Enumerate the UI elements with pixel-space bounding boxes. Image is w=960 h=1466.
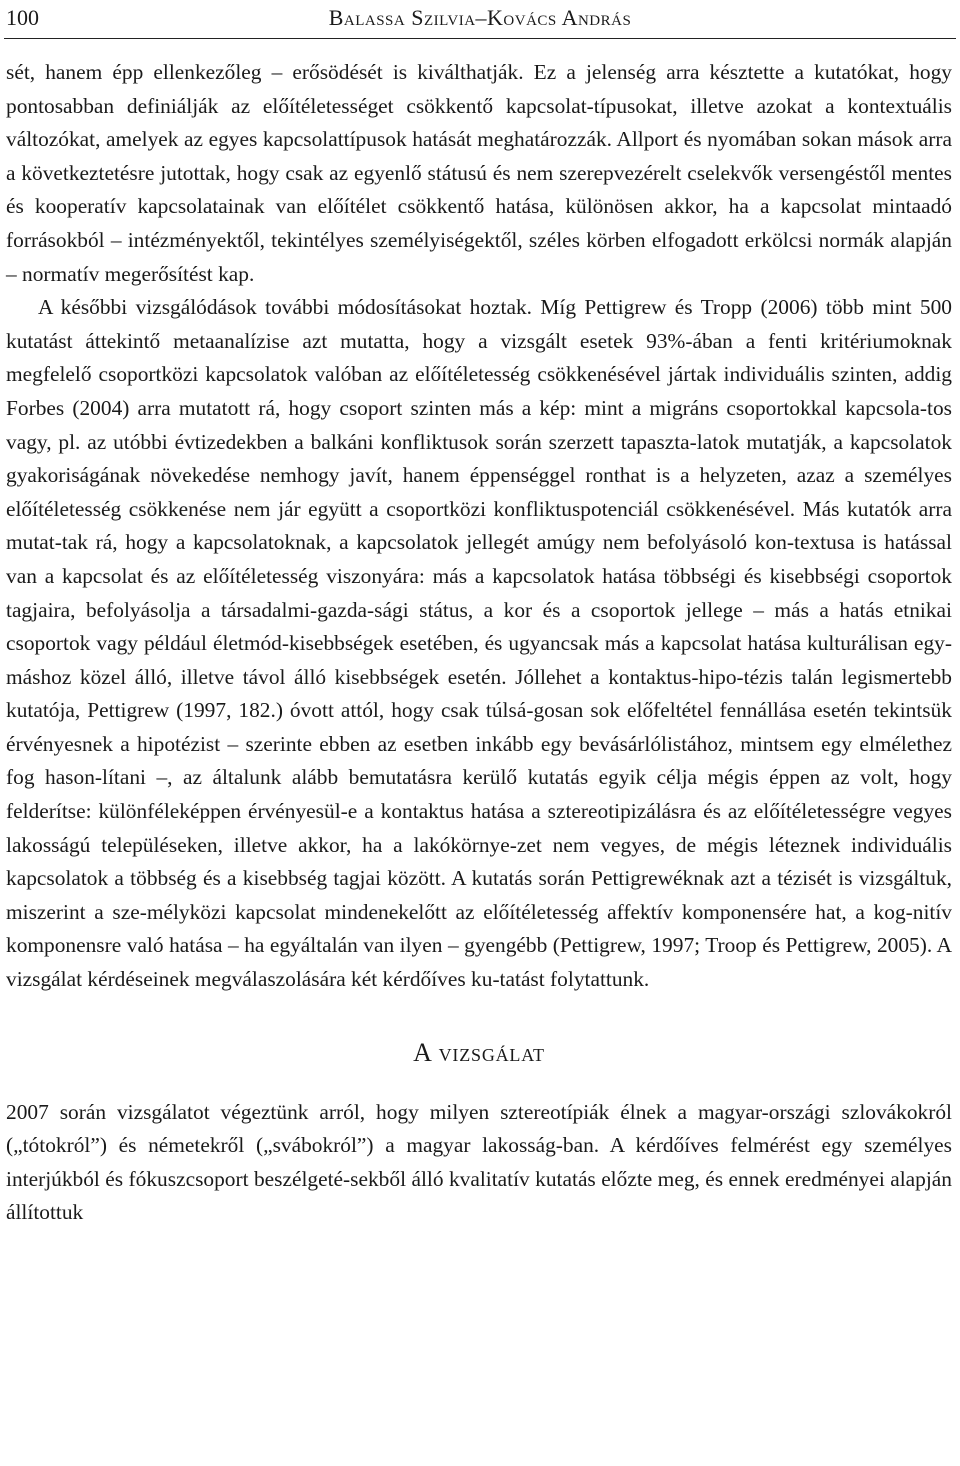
- paragraph: 2007 során vizsgálatot végeztünk arról, hogy milyen sztereotípiák élnek a magyar-országi szlovákokról („tótokról”) és németekről („svábokról”) a magyar lakosság-ban. A kérdőíves felmérést egy személyes interjúkból és fókuszcsoport beszélgeté-sekből álló kvalitatív kutatás előzte meg, és ennek eredményei alapján állítottuk: [6, 1099, 952, 1225]
- body-text: [6, 56, 952, 1230]
- paragraph: sét, hanem épp ellenkezőleg – erősödését is kiválthatják. Ez a jelenség arra késztette a kutatókat, hogy pontosabban definiálják az előítéletességet csökkentő kapcsolat-típusokat, illetve azokat a kontextuális változókat, amelyek az egyes kapcsolattípusok hatását meghatározzák. Allport és nyomában sokan mások arra a következtetésre jutottak, hogy csak az egyenlő státusú és nem szerepvezérelt cselekvők versengéstől mentes és kooperatív kapcsolatainak van előítélet csökkentő hatása, különösen akkor, ha a kapcsolat mintaadó forrásokból – intézményektől, tekintélyes személyiségektől, széles körben elfogadott erkölcsi normák alapján – normatív megerősítést kap.: [6, 60, 952, 286]
- section-heading: A vizsgálat: [413, 1037, 545, 1067]
- page-header: [6, 0, 954, 36]
- paragraph: A későbbi vizsgálódások további módosításokat hoztak. Míg Pettigrew és Tropp (2006) több mint 500 kutatást áttekintő metaanalízise azt mutatta, hogy a vizsgált esetek 93%-ában a fenti kritériumoknak megfelelő csoportközi kapcsolatok valóban az előítéletesség csökkenésével jártak individuális szinten, addig Forbes (2004) arra mutatott rá, hogy csoport szinten más a kép: mint a migráns csoportokkal kapcsola-tos vagy, pl. az utóbbi évtizedekben a balkáni konfliktusok során szerzett tapaszta-latok mutatják, a kapcsolatok gyakoriságának növekedése nemhogy javít, hanem éppenséggel ronthat is a helyzeten, azaz a személyes előítéletesség csökkenése nem jár együtt a csoportközi konfliktuspotenciál csökkenésével. Más kutatók arra mutat-tak rá, hogy a kapcsolatoknak, a kapcsolatok jellegét amúgy nem befolyásoló kon-textusa is hatással van a kapcsolat és az előítéletesség viszonyára: más a kapcsolatok hatása többségi és kisebbségi csoportok tagjaira, befolyásolja a társadalmi-gazda-sági státus, a kor és a csoportok jellege – más a hatás etnikai csoportok vagy például életmód-kisebbségek esetében, és ugyancsak más a kapcsolat hatása kulturálisan egy-máshoz közel álló, illetve távol álló kisebbségek esetén. Jóllehet a kontaktus-hipo-tézis talán legismertebb kutatója, Pettigrew (1997, 182.) óvott attól, hogy csak túlsá-gosan sok előfeltétel fennállása esetén tekintsük érvényesnek a hipotézist – szerinte ebben az esetben inkább egy bevásárlólistához, mintsem egy elmélethez fog hason-lítani –, az általunk alább bemutatásra kerülő kutatás egyik célja mégis éppen az volt, hogy felderítse: különféleképpen érvényesül-e a kontaktus hatása a sztereotipizálásra és az előítéletességre vegyes lakosságú településeken, illetve akkor, ha a lakókörnye-zet nem vegyes, de mégis léteznek individuális kapcsolatok a többség és a kisebbség tagjai között. A kutatás során Pettigrewéknak azt a tézisét is vizsgáltuk, miszerint a sze-mélyközi kapcsolat mindenekelőtt az előítéletesség affektív komponensére hat, a kog-nitív komponensre való hatása – ha egyáltalán van ilyen – gyengébb (Pettigrew, 1997; Troop és Pettigrew, 2005). A vizsgálat kérdéseinek megválaszolására két kérdőíves ku-tatást folytattunk.: [6, 295, 952, 992]
- header-rule: [4, 38, 956, 39]
- page-number: 100: [6, 5, 39, 30]
- running-head: Balassa Szilvia–Kovács András: [328, 5, 632, 30]
